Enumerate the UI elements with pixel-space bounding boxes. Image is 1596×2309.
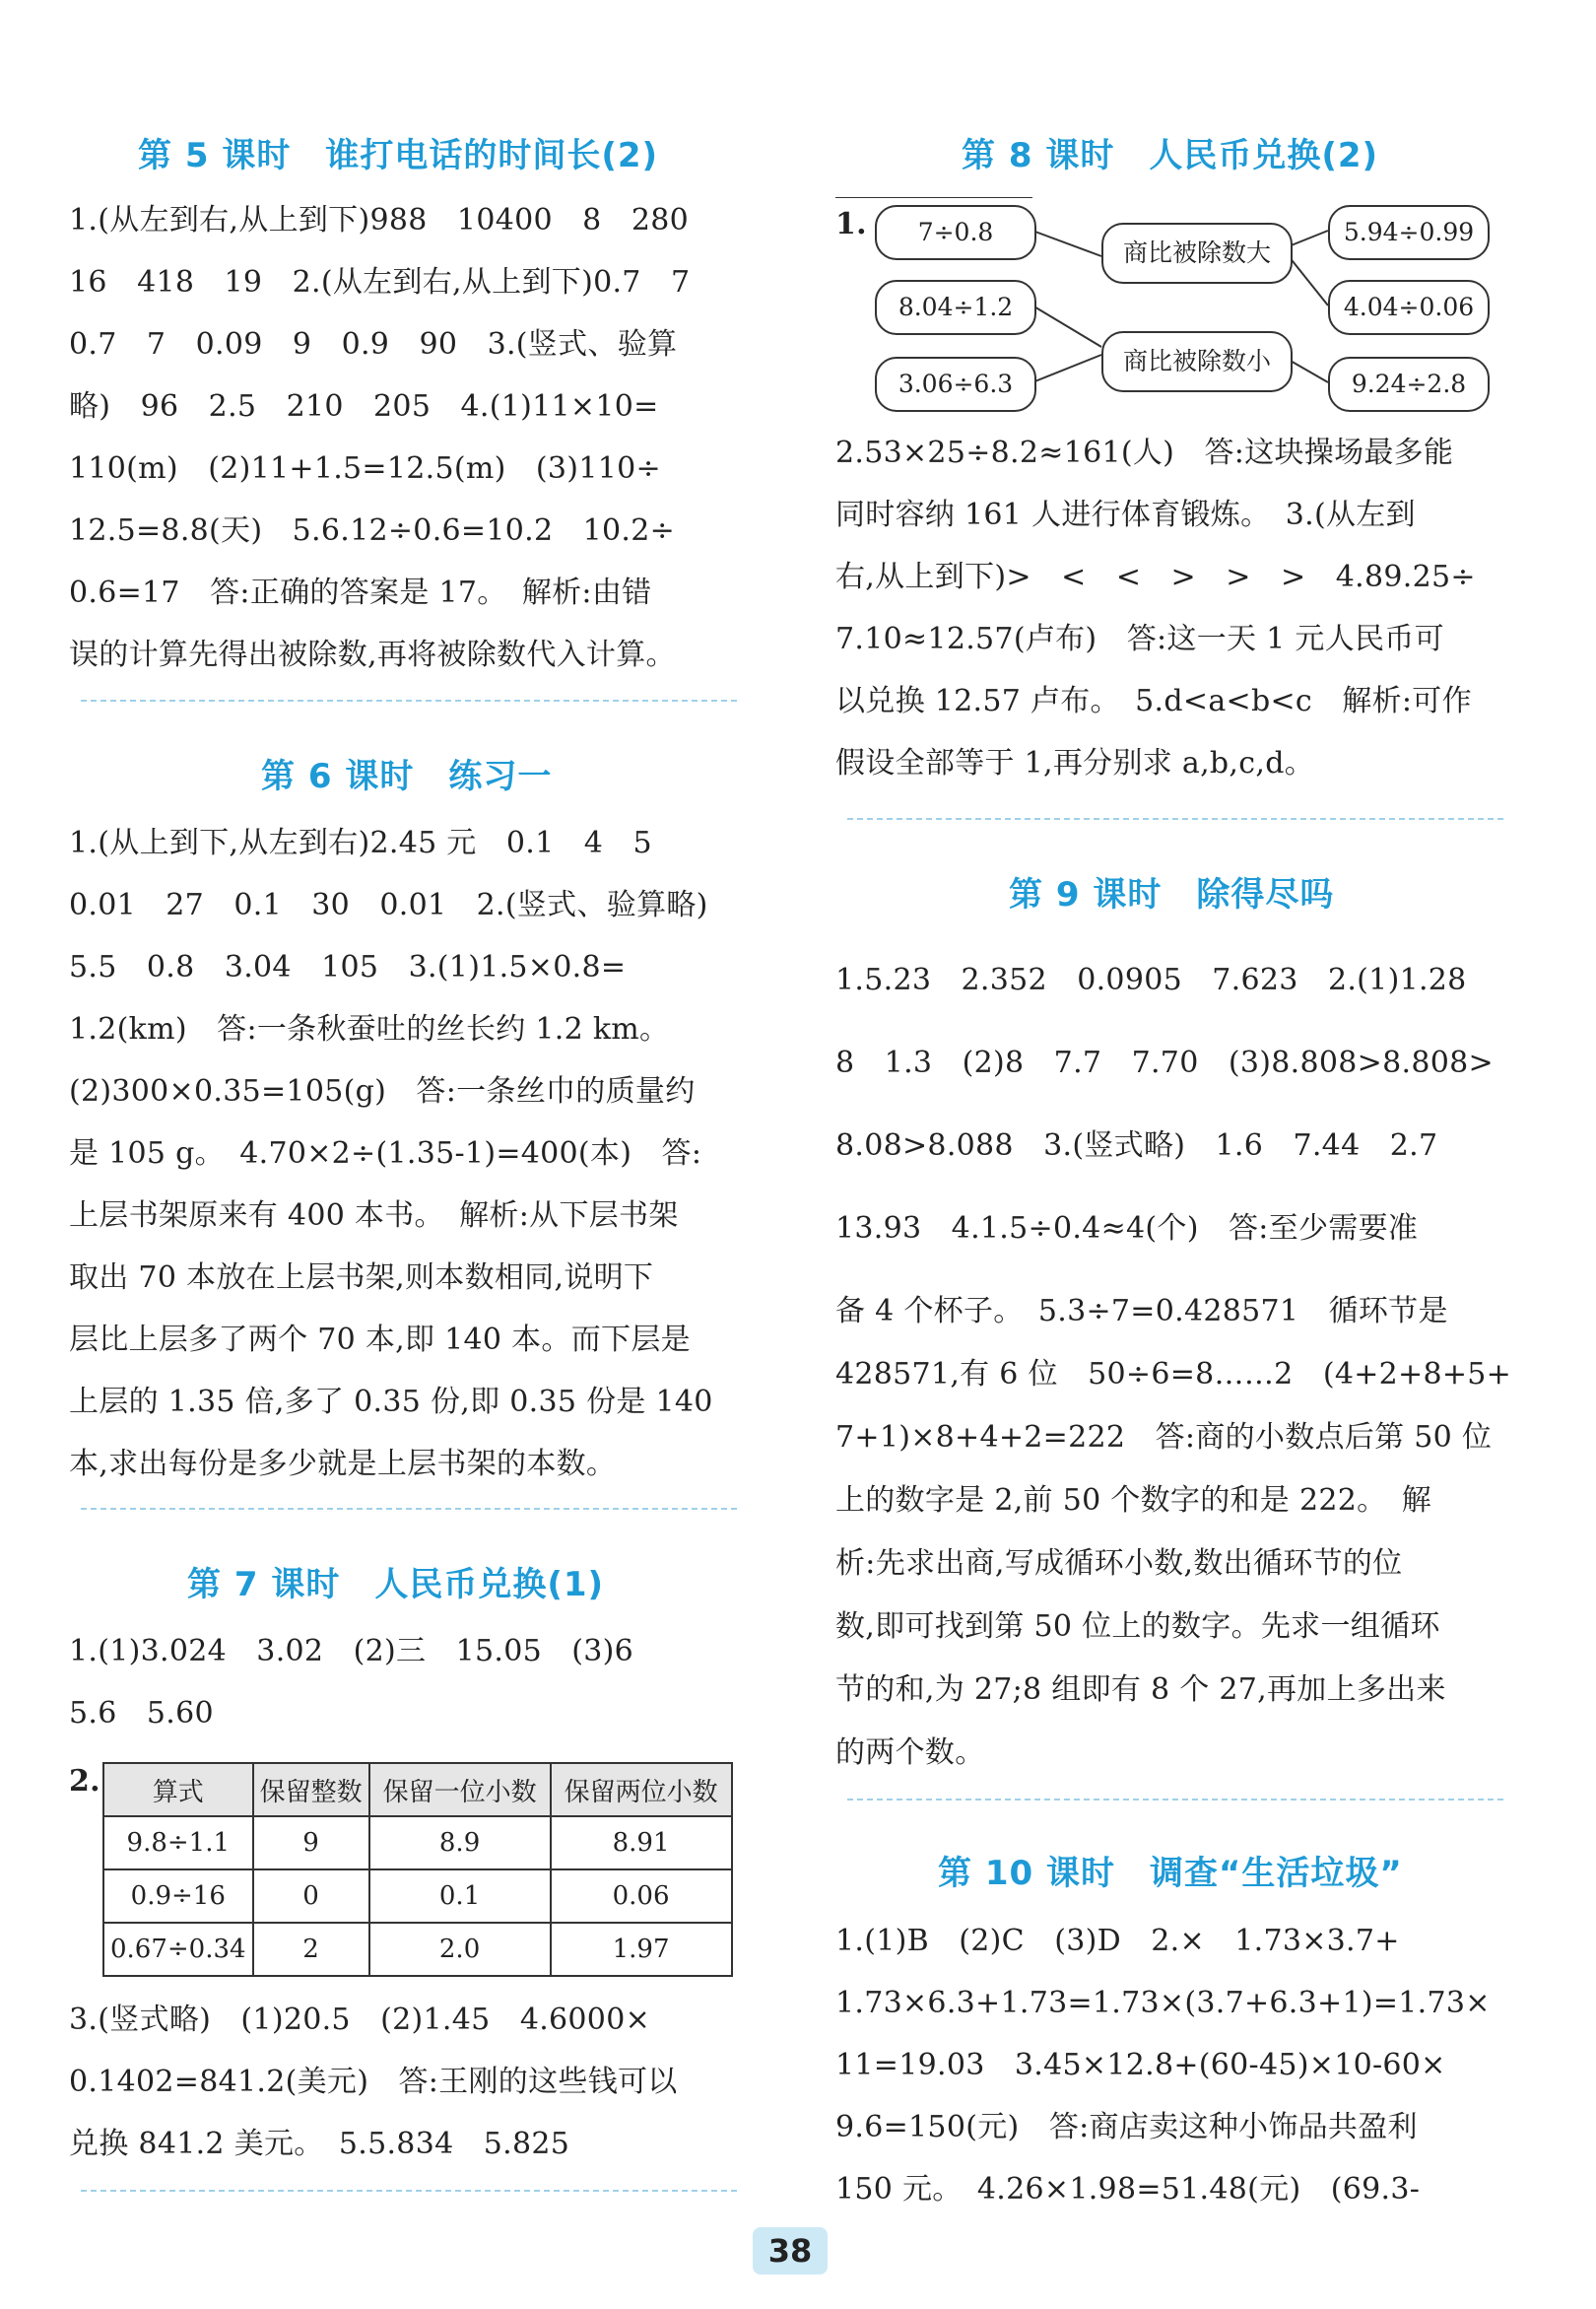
connector-line: [1032, 306, 1101, 347]
table-header: 保留两位小数: [551, 1763, 732, 1816]
text-line: 0.1402=841.2(美元) 答:王刚的这些钱可以: [69, 2065, 678, 2099]
text-line: 略) 96 2.5 210 205 4.(1)11×10=: [69, 389, 659, 424]
expression-box: 5.94÷0.99: [1328, 205, 1490, 260]
text-line: 取出 70 本放在上层书架,则本数相同,说明下: [69, 1260, 654, 1295]
text-line: 1.5.23 2.352 0.0905 7.623 2.(1)1.28: [835, 963, 1467, 997]
table-header: 算式: [103, 1763, 253, 1816]
text-line: 3.(竖式略) (1)20.5 (2)1.45 4.6000×: [69, 2003, 651, 2037]
text-line: 的两个数。: [835, 1735, 985, 1770]
section-divider: [81, 1508, 737, 1510]
text-line: 7.10≈12.57(卢布) 答:这一天 1 元人民币可: [835, 622, 1444, 656]
text-line: 上层书架原来有 400 本书。 解析:从下层书架: [69, 1198, 679, 1233]
text-line: 8.08>8.088 3.(竖式略) 1.6 7.44 2.7: [835, 1128, 1438, 1163]
expression-box: 9.24÷2.8: [1328, 357, 1490, 412]
text-line: 同时容纳 161 人进行体育锻炼。 3.(从左到: [835, 498, 1416, 532]
expression-box: 4.04÷0.06: [1328, 280, 1490, 335]
table-cell: 0.67÷0.34: [103, 1923, 253, 1976]
connector-line: [1289, 256, 1328, 306]
text-line: 1.(从左到右,从上到下)988 10400 8 280: [69, 203, 690, 238]
text-line: 9.6=150(元) 答:商店卖这种小饰品共盈利: [835, 2110, 1418, 2144]
text-line: 是 105 g。 4.70×2÷(1.35-1)=400(本) 答:: [69, 1136, 702, 1171]
table-row: [103, 1923, 732, 1976]
text-line: 13.93 4.1.5÷0.4≈4(个) 答:至少需要准: [835, 1211, 1419, 1246]
text-line: 11=19.03 3.45×12.8+(60-45)×10-60×: [835, 2048, 1446, 2082]
text-line: 1.(1)3.024 3.02 (2)三 15.05 (3)6: [69, 1634, 634, 1668]
text-line: 5.6 5.60: [69, 1696, 214, 1731]
table-cell: 1.97: [551, 1923, 732, 1976]
section-divider: [847, 818, 1503, 820]
question-label: 2.: [69, 1764, 100, 1799]
text-line: 本,求出每份是多少就是上层书架的本数。: [69, 1447, 617, 1481]
connector-line: [1289, 360, 1328, 382]
text-line: 0.01 27 0.1 30 0.01 2.(竖式、验算略): [69, 888, 708, 922]
text-line: 1.(1)B (2)C (3)D 2.× 1.73×3.7+: [835, 1924, 1400, 1958]
table-row: [103, 1816, 732, 1869]
table-header-row: [103, 1763, 732, 1816]
section-divider: [81, 700, 737, 702]
text-line: 上的数字是 2,前 50 个数字的和是 222。 解: [835, 1483, 1432, 1518]
section-title-lesson5: 第 5 课时 谁打电话的时间长(2): [138, 136, 659, 175]
text-line: (2)300×0.35=105(g) 答:一条丝巾的质量约: [69, 1074, 696, 1109]
table-cell: 8.9: [369, 1816, 551, 1869]
section-title-lesson7: 第 7 课时 人民币兑换(1): [187, 1565, 605, 1604]
section-title-lesson10: 第 10 课时 调查“生活垃圾”: [938, 1854, 1403, 1893]
text-line: 上层的 1.35 倍,多了 0.35 份,即 0.35 份是 140: [69, 1385, 713, 1419]
text-line: 5.5 0.8 3.04 105 3.(1)1.5×0.8=: [69, 950, 627, 985]
text-line: 以兑换 12.57 卢布。 5.d<a<b<c 解析:可作: [835, 684, 1472, 718]
section-divider: [81, 2190, 737, 2192]
text-line: 0.6=17 答:正确的答案是 17。 解析:由错: [69, 576, 652, 610]
table-cell: 2.0: [369, 1923, 551, 1976]
text-line: 16 418 19 2.(从左到右,从上到下)0.7 7: [69, 265, 691, 300]
table-cell: 0: [253, 1869, 369, 1923]
rounding-table: [102, 1762, 733, 1977]
table-cell: 0.06: [551, 1869, 732, 1923]
connector-line: [1032, 231, 1101, 256]
table-header: 保留整数: [253, 1763, 369, 1816]
text-line: 110(m) (2)11+1.5=12.5(m) (3)110÷: [69, 451, 661, 486]
section-divider: [847, 1799, 1503, 1800]
section-title-lesson9: 第 9 课时 除得尽吗: [1009, 875, 1335, 915]
table-cell: 8.91: [551, 1816, 732, 1869]
text-line: 节的和,为 27;8 组即有 8 个 27,再加上多出来: [835, 1672, 1446, 1707]
text-line: 数,即可找到第 50 位上的数字。先求一组循环: [835, 1609, 1440, 1644]
text-line: 兑换 841.2 美元。 5.5.834 5.825: [69, 2127, 570, 2161]
expression-box: 7÷0.8: [875, 205, 1036, 260]
text-line: 2.53×25÷8.2≈161(人) 答:这块操场最多能: [835, 436, 1454, 470]
expression-box: 3.06÷6.3: [875, 357, 1036, 412]
text-line: 8 1.3 (2)8 7.7 7.70 (3)8.808>8.808>: [835, 1046, 1494, 1080]
connector-line: [1032, 355, 1101, 382]
page-number: 38: [753, 2227, 828, 2275]
text-line: 右,从上到下)> < < > > > 4.89.25÷: [835, 560, 1476, 594]
text-line: 0.7 7 0.09 9 0.9 90 3.(竖式、验算: [69, 327, 678, 362]
text-line: 7+1)×8+4+2=222 答:商的小数点后第 50 位: [835, 1420, 1493, 1455]
table-cell: 0.1: [369, 1869, 551, 1923]
table-header: 保留一位小数: [369, 1763, 551, 1816]
table-cell: 9: [253, 1816, 369, 1869]
table-row: [103, 1869, 732, 1923]
table-cell: 2: [253, 1923, 369, 1976]
table-cell: 0.9÷16: [103, 1869, 253, 1923]
table-cell: 9.8÷1.1: [103, 1816, 253, 1869]
text-line: 析:先求出商,写成循环小数,数出循环节的位: [835, 1546, 1403, 1581]
text-line: 428571,有 6 位 50÷6=8……2 (4+2+8+5+: [835, 1357, 1512, 1392]
category-box: 商比被除数大: [1101, 223, 1293, 284]
expression-box: 8.04÷1.2: [875, 280, 1036, 335]
section-title-lesson8: 第 8 课时 人民币兑换(2): [962, 136, 1379, 175]
category-box: 商比被除数小: [1101, 331, 1293, 392]
text-line: 1.2(km) 答:一条秋蚕吐的丝长约 1.2 km。: [69, 1012, 670, 1047]
text-line: 1.73×6.3+1.73=1.73×(3.7+6.3+1)=1.73×: [835, 1986, 1491, 2020]
text-line: 假设全部等于 1,再分别求 a,b,c,d。: [835, 746, 1314, 781]
text-line: 150 元。 4.26×1.98=51.48(元) (69.3-: [835, 2172, 1421, 2207]
text-line: 层比上层多了两个 70 本,即 140 本。而下层是: [69, 1323, 691, 1357]
text-line: 12.5=8.8(天) 5.6.12÷0.6=10.2 10.2÷: [69, 513, 676, 548]
text-line: 1.(从上到下,从左到右)2.45 元 0.1 4 5: [69, 826, 652, 860]
question-label: 1.: [835, 207, 867, 241]
text-line: 备 4 个杯子。 5.3÷7=0.428571 循环节是: [835, 1294, 1448, 1328]
connector-line: [1289, 231, 1328, 246]
section-title-lesson6: 第 6 课时 练习一: [261, 757, 553, 796]
text-line: 误的计算先得出被除数,再将被除数代入计算。: [69, 638, 676, 672]
